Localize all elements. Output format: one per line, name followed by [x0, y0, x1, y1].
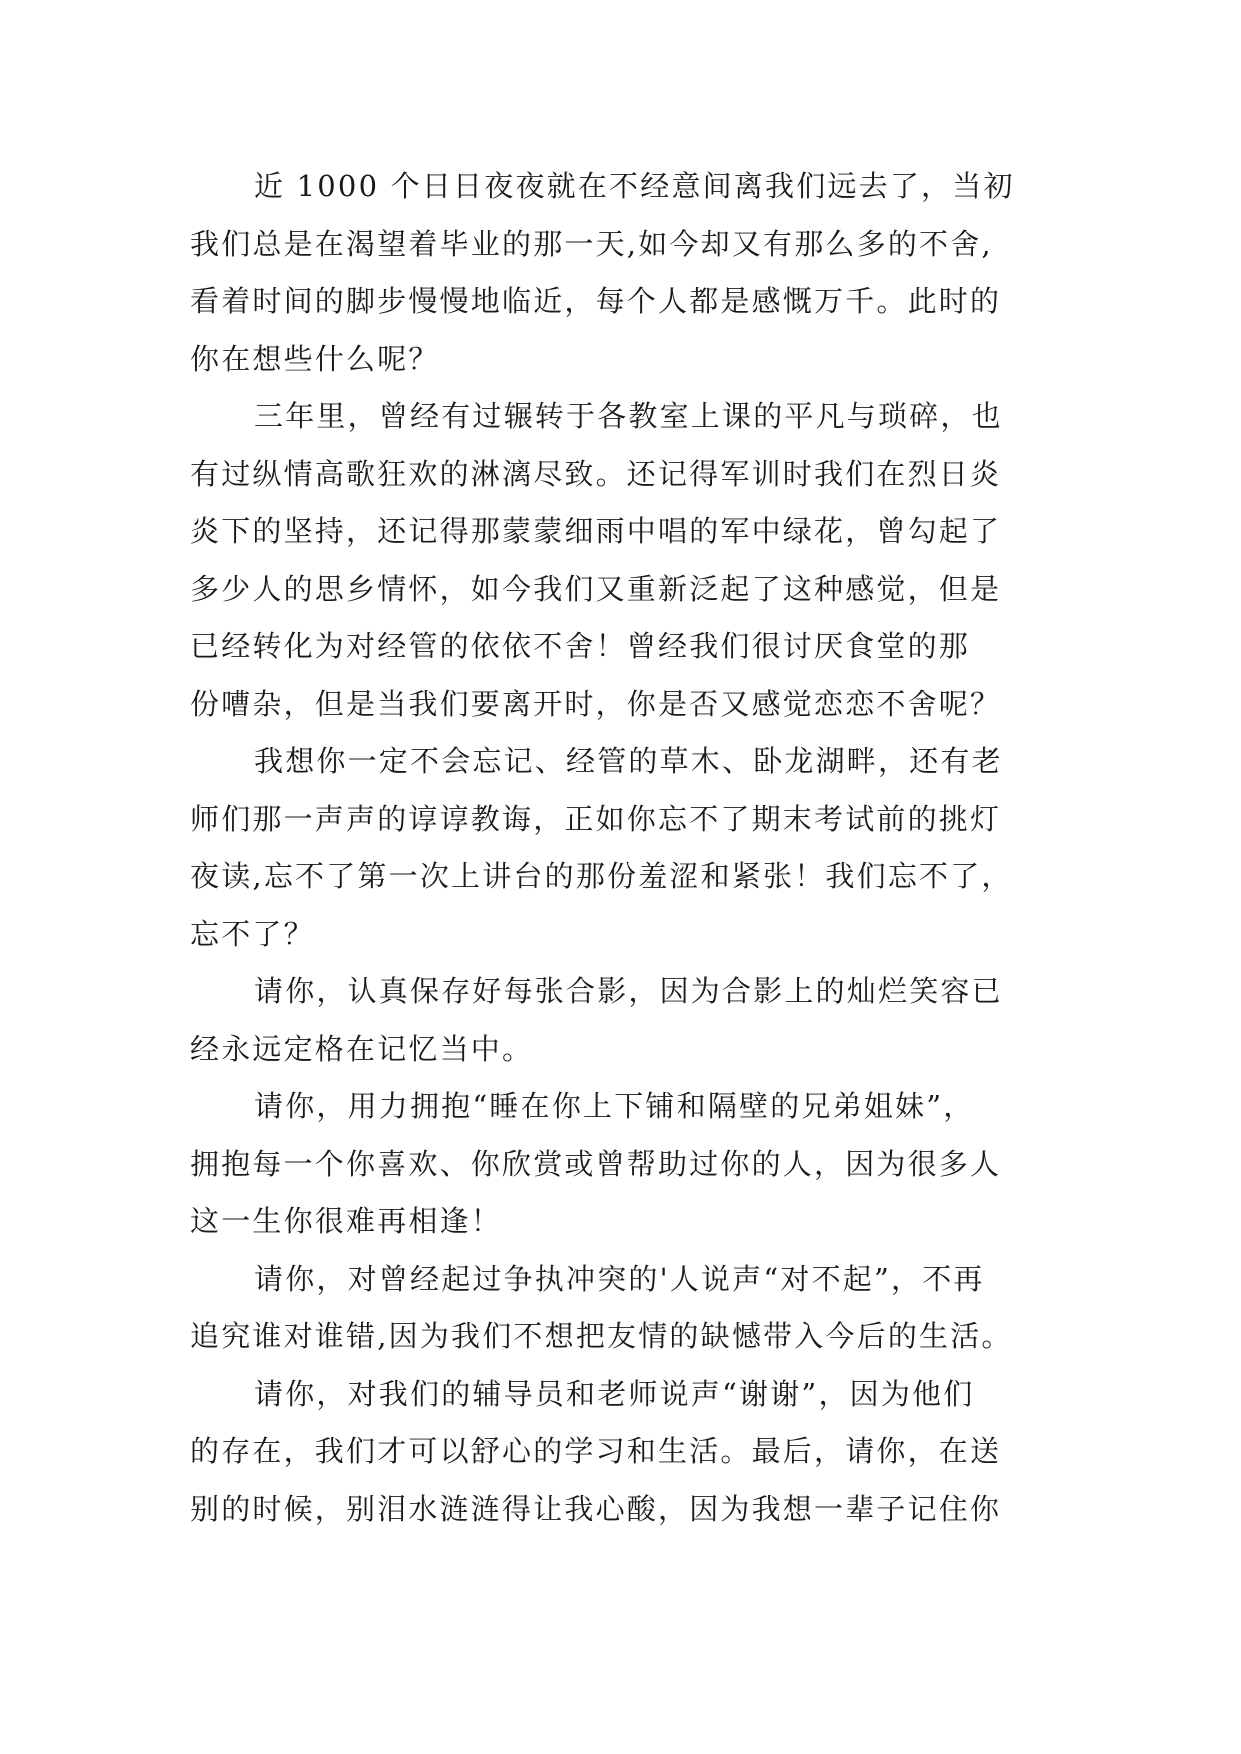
text-line: 份嘈杂，但是当我们要离开时，你是否又感觉恋恋不舍呢？ [190, 686, 1002, 721]
text-line: 请你，对我们的辅导员和老师说声“谢谢”，因为他们 [254, 1376, 975, 1411]
paragraph-5 [190, 1078, 1050, 1251]
paragraph-1 [190, 158, 1050, 388]
text-line: 有过纵情高歌狂欢的淋漓尽致。还记得军训时我们在烈日炎 [190, 456, 1002, 491]
paragraph-7 [190, 1366, 1050, 1539]
text-line: 拥抱每一个你喜欢、你欣赏或曾帮助过你的人，因为很多人 [190, 1146, 1002, 1181]
text-line: 这一生你很难再相逢！ [190, 1204, 503, 1238]
document-body [190, 158, 1050, 1538]
text-line: 我想你一定不会忘记、经管的草木、卧龙湖畔，还有老 [254, 744, 1003, 778]
text-line: 已经转化为对经管的依依不舍！曾经我们很讨厌食堂的那 [190, 629, 971, 663]
text-line: 近 1000 个日日夜夜就在不经意间离我们远去了，当初 [254, 169, 1015, 203]
text-line: 三年里，曾经有过辗转于各教室上课的平凡与琐碎，也 [254, 399, 1003, 433]
paragraph-3 [190, 733, 1050, 963]
text-line: 夜读,忘不了第一次上讲台的那份羞涩和紧张！我们忘不了， [190, 859, 1013, 893]
paragraph-6 [190, 1251, 1050, 1366]
text-line: 请你，认真保存好每张合影，因为合影上的灿烂笑容已 [254, 974, 1003, 1008]
paragraph-4 [190, 963, 1050, 1078]
text-line: 多少人的思乡情怀，如今我们又重新泛起了这种感觉，但是 [190, 571, 1002, 606]
text-line: 请你，用力拥抱“睡在你上下铺和隔壁的兄弟姐妹”， [254, 1089, 975, 1123]
text-line: 我们总是在渴望着毕业的那一天,如今却又有那么多的不舍, [190, 226, 993, 261]
text-line: 请你，对曾经起过争执冲突的'人说声“对不起”，不再 [254, 1261, 985, 1296]
text-line: 的存在，我们才可以舒心的学习和生活。最后，请你，在送 [190, 1434, 1002, 1468]
text-line: 你在想些什么呢？ [190, 341, 440, 376]
text-line: 忘不了？ [190, 916, 315, 951]
text-line: 看着时间的脚步慢慢地临近，每个人都是感慨万千。此时的 [190, 284, 1002, 318]
text-line: 别的时候，别泪水涟涟得让我心酸，因为我想一辈子记住你 [190, 1491, 1002, 1526]
text-line: 炎下的坚持，还记得那蒙蒙细雨中唱的军中绿花，曾勾起了 [190, 514, 1002, 548]
paragraph-2 [190, 388, 1050, 733]
text-line: 师们那一声声的谆谆教诲，正如你忘不了期末考试前的挑灯 [190, 801, 1002, 836]
text-line: 经永远定格在记忆当中。 [190, 1031, 534, 1066]
text-line: 追究谁对谁错,因为我们不想把友情的缺憾带入今后的生活。 [190, 1319, 1013, 1353]
